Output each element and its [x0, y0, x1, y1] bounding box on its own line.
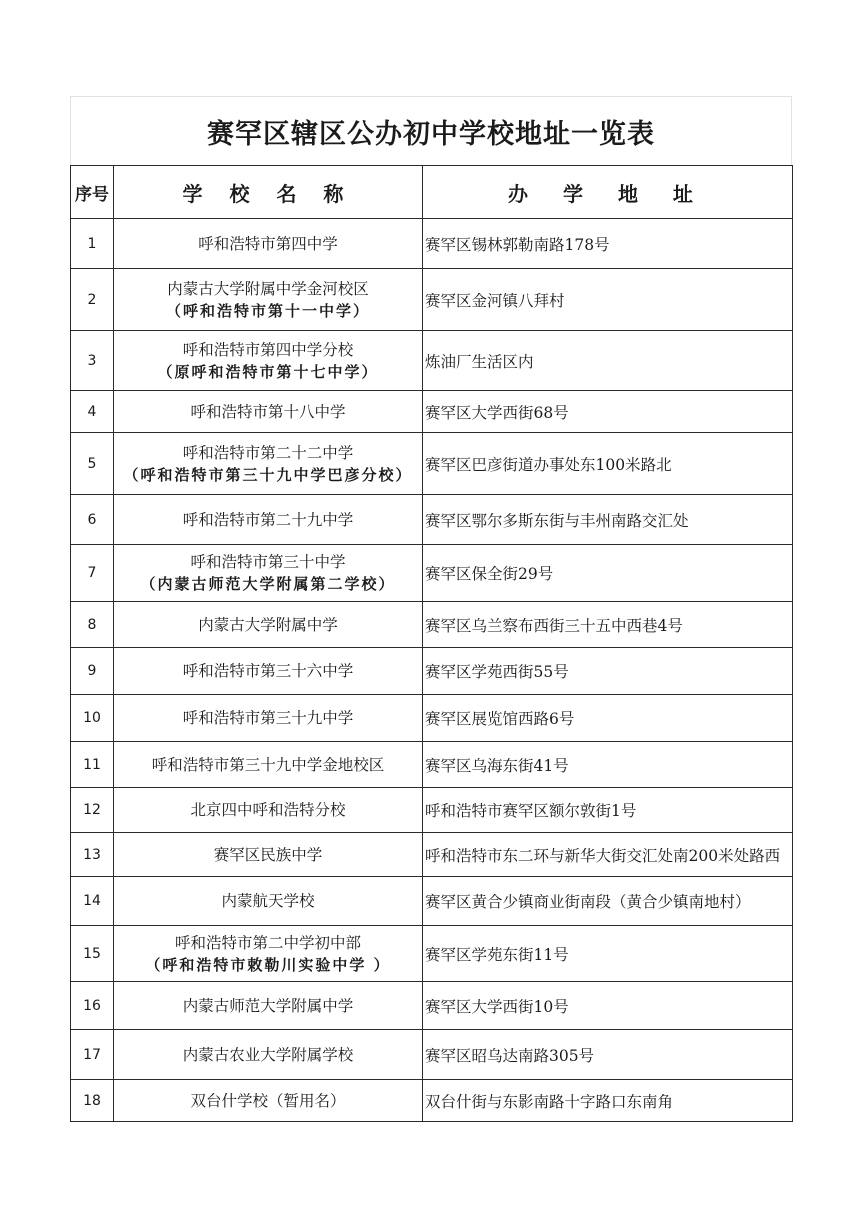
- table-row: [71, 391, 793, 433]
- school-address: 赛罕区金河镇八拜村: [423, 269, 793, 331]
- school-name: 内蒙古农业大学附属学校: [182, 1045, 354, 1064]
- row-index: 1: [71, 219, 114, 269]
- school-name-cell: [114, 982, 423, 1030]
- school-name: 呼和浩特市第四中学分校: [182, 340, 354, 359]
- row-index: 12: [71, 788, 114, 833]
- school-address: 赛罕区乌海东街41号: [423, 742, 793, 788]
- table-row: [71, 742, 793, 788]
- school-name-cell: [114, 495, 423, 545]
- school-former-name: （呼和浩特市敕勒川实验中学 ）: [145, 955, 391, 974]
- row-index: 4: [71, 391, 114, 433]
- school-name: 呼和浩特市第十八中学: [190, 402, 346, 421]
- row-index: 15: [71, 926, 114, 982]
- school-address: 赛罕区昭乌达南路305号: [423, 1030, 793, 1080]
- school-name: 北京四中呼和浩特分校: [190, 801, 346, 819]
- school-name-cell: [114, 648, 423, 695]
- school-former-name: （内蒙古师范大学附属第二学校）: [140, 575, 396, 593]
- row-index: 16: [71, 982, 114, 1030]
- school-address: 赛罕区黄合少镇商业街南段（黄合少镇南地村）: [423, 877, 793, 926]
- school-name-cell: [114, 833, 423, 877]
- school-address: 赛罕区展览馆西路6号: [423, 695, 793, 742]
- school-address: 赛罕区大学西街68号: [423, 391, 793, 433]
- school-name-cell: [114, 695, 423, 742]
- school-address: 呼和浩特市赛罕区额尔敦街1号: [423, 788, 793, 833]
- school-former-name: （原呼和浩特市第十七中学）: [157, 362, 379, 381]
- table-row: [71, 602, 793, 648]
- table-row: [71, 1080, 793, 1122]
- header-address: 办 学 地 址: [423, 166, 793, 219]
- school-name-cell: [114, 331, 423, 391]
- table-row: [71, 331, 793, 391]
- school-name: 呼和浩特市第三十六中学: [182, 662, 354, 680]
- row-index: 11: [71, 742, 114, 788]
- school-address: 赛罕区鄂尔多斯东街与丰州南路交汇处: [423, 495, 793, 545]
- school-address: 炼油厂生活区内: [423, 331, 793, 391]
- table-row: [71, 648, 793, 695]
- school-name: 双台什学校（暂用名）: [190, 1091, 346, 1110]
- school-name: 内蒙航天学校: [221, 892, 315, 910]
- school-name: 呼和浩特市第二十九中学: [182, 510, 354, 529]
- row-index: 5: [71, 433, 114, 495]
- school-address: 赛罕区大学西街10号: [423, 982, 793, 1030]
- page-title: 赛罕区辖区公办初中学校地址一览表: [70, 96, 792, 165]
- school-name: 呼和浩特市第三十九中学金地校区: [151, 755, 385, 774]
- row-index: 18: [71, 1080, 114, 1122]
- row-index: 13: [71, 833, 114, 877]
- school-name: 呼和浩特市第三十中学: [190, 553, 346, 571]
- school-name-cell: [114, 545, 423, 602]
- school-table: [70, 165, 793, 1122]
- table-header-row: [71, 166, 793, 219]
- table-row: [71, 495, 793, 545]
- header-school-name: 学 校 名 称: [114, 166, 423, 219]
- table-row: [71, 433, 793, 495]
- row-index: 14: [71, 877, 114, 926]
- school-address: 赛罕区乌兰察布西街三十五中西巷4号: [423, 602, 793, 648]
- school-name-cell: [114, 391, 423, 433]
- school-name: 内蒙古大学附属中学金河校区: [167, 279, 369, 298]
- table-row: [71, 1030, 793, 1080]
- school-former-name: （呼和浩特市第十一中学）: [165, 301, 370, 320]
- school-address: 呼和浩特市东二环与新华大街交汇处南200米处路西: [423, 833, 793, 877]
- row-index: 10: [71, 695, 114, 742]
- school-name-cell: [114, 433, 423, 495]
- school-address: 赛罕区巴彦街道办事处东100米路北: [423, 433, 793, 495]
- header-index: 序号: [71, 166, 114, 219]
- school-address-sheet: [70, 96, 792, 1122]
- table-row: [71, 545, 793, 602]
- row-index: 17: [71, 1030, 114, 1080]
- row-index: 2: [71, 269, 114, 331]
- school-address: 赛罕区保全街29号: [423, 545, 793, 602]
- row-index: 9: [71, 648, 114, 695]
- school-name: 赛罕区民族中学: [213, 845, 323, 864]
- school-name: 呼和浩特市第三十九中学: [182, 709, 354, 727]
- school-name: 呼和浩特市第四中学: [198, 234, 338, 253]
- table-row: [71, 877, 793, 926]
- school-name-cell: [114, 877, 423, 926]
- row-index: 7: [71, 545, 114, 602]
- row-index: 3: [71, 331, 114, 391]
- school-name-cell: [114, 1080, 423, 1122]
- table-body: [71, 219, 793, 1122]
- school-name: 呼和浩特市第二十二中学: [182, 443, 354, 462]
- school-former-name: （呼和浩特市第三十九中学巴彦分校）: [123, 465, 413, 484]
- school-name-cell: [114, 219, 423, 269]
- school-name: 呼和浩特市第二中学初中部: [174, 933, 361, 952]
- table-row: [71, 833, 793, 877]
- table-row: [71, 982, 793, 1030]
- school-name: 内蒙古师范大学附属中学: [182, 996, 354, 1015]
- table-row: [71, 219, 793, 269]
- school-address: 赛罕区锡林郭勒南路178号: [423, 219, 793, 269]
- school-address: 赛罕区学苑西街55号: [423, 648, 793, 695]
- school-name-cell: [114, 788, 423, 833]
- school-address: 双台什街与东影南路十字路口东南角: [423, 1080, 793, 1122]
- school-name: 内蒙古大学附属中学: [198, 615, 338, 634]
- row-index: 6: [71, 495, 114, 545]
- school-address: 赛罕区学苑东街11号: [423, 926, 793, 982]
- table-row: [71, 926, 793, 982]
- table-row: [71, 269, 793, 331]
- row-index: 8: [71, 602, 114, 648]
- table-row: [71, 695, 793, 742]
- school-name-cell: [114, 602, 423, 648]
- school-name-cell: [114, 1030, 423, 1080]
- school-name-cell: [114, 269, 423, 331]
- school-name-cell: [114, 926, 423, 982]
- school-name-cell: [114, 742, 423, 788]
- table-row: [71, 788, 793, 833]
